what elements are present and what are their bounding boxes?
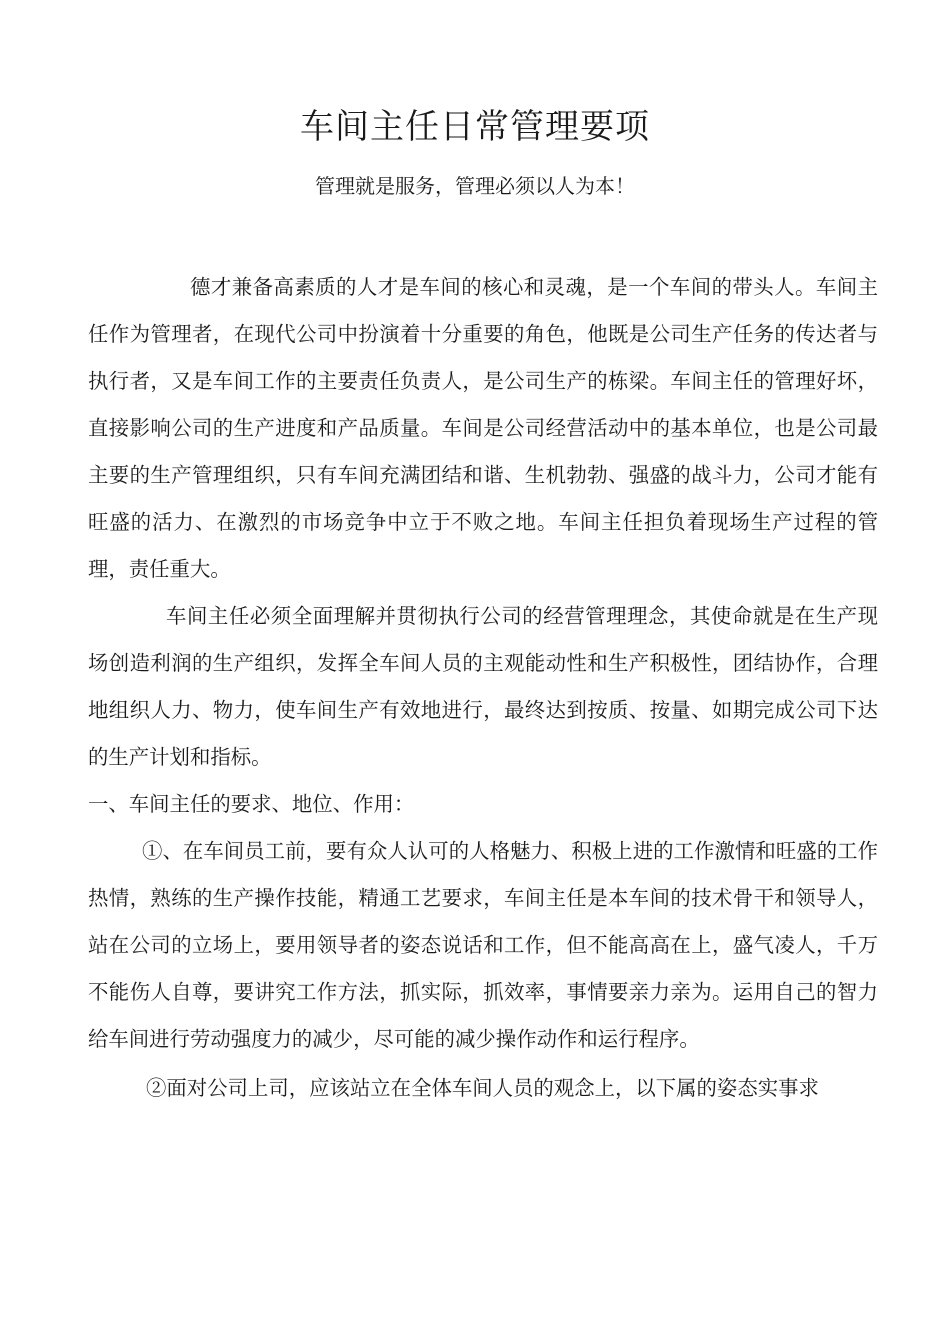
document-title: 车间主任日常管理要项 xyxy=(300,107,650,147)
paragraph-mission: 车间主任必须全面理解并贯彻执行公司的经营管理理念，其使命就是在生产现场创造利润的生产组织，发挥全车间人员的主观能动性和生产积极性，团结协作，合理地组织人力、物力，使车间生产有效地进行，最终达到按质、按量、如期完成公司下达的生产计划和指标。 xyxy=(88,604,878,769)
paragraph-intro: 德才兼备高素质的人才是车间的核心和灵魂，是一个车间的带头人。车间主任作为管理者，在现代公司中扮演着十分重要的角色，他既是公司生产任务的传达者与执行者，又是车间工作的主要责任负责人，是公司生产的栋梁。车间主任的管理好坏，直接影响公司的生产进度和产品质量。车间是公司经营活动中的基本单位，也是公司最主要的生产管理组织，只有车间充满团结和谐、生机勃勃、强盛的战斗力，公司才能有旺盛的活力、在激烈的市场竞争中立于不败之地。车间主任担负着现场生产过程的管理，责任重大。 xyxy=(88,275,878,581)
section-heading: 一、车间主任的要求、地位、作用： xyxy=(88,792,415,816)
document-body xyxy=(88,264,878,1112)
document-subtitle: 管理就是服务，管理必须以人为本！ xyxy=(315,174,635,198)
paragraph-item-1: ①、在车间员工前，要有众人认可的人格魅力、积极上进的工作激情和旺盛的工作热情，熟练的生产操作技能，精通工艺要求，车间主任是本车间的技术骨干和领导人，站在公司的立场上，要用领导者的姿态说话和工作，但不能高高在上，盛气凌人，千万不能伤人自尊，要讲究工作方法，抓实际，抓效率，事情要亲力亲为。运用自己的智力给车间进行劳动强度力的减少，尽可能的减少操作动作和运行程序。 xyxy=(88,839,878,1051)
paragraph-item-2: ②面对公司上司，应该站立在全体车间人员的观念上，以下属的姿态实事求 xyxy=(146,1076,819,1100)
